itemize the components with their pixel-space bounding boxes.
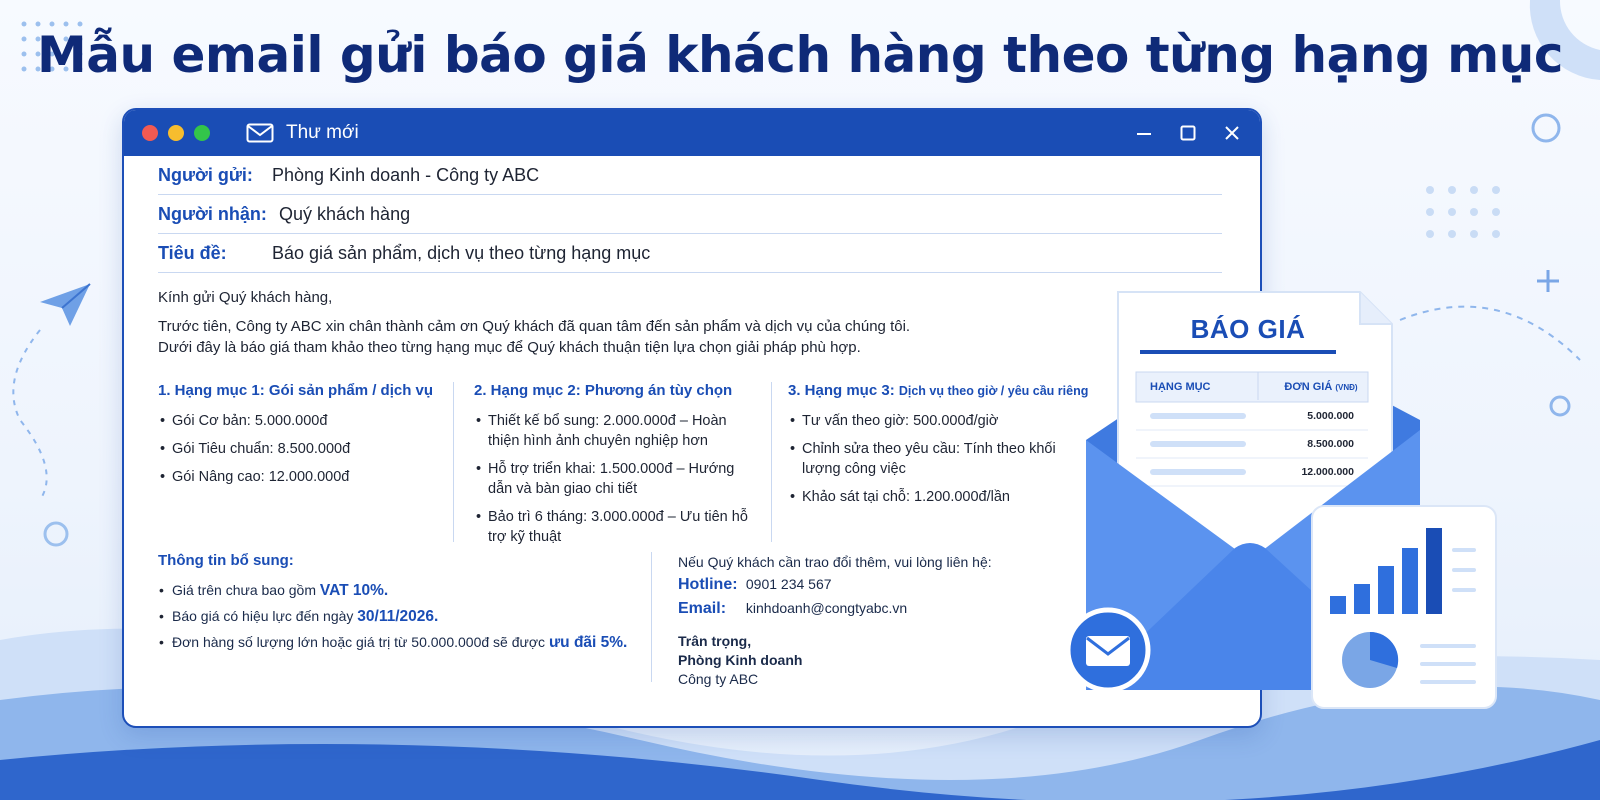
email-label: Email: [678, 600, 727, 617]
table-row: 5.000.000 [1136, 402, 1368, 430]
mail-badge-icon [1068, 610, 1148, 690]
list-item: • Gói Tiêu chuẩn: 8.500.000đ [158, 439, 443, 459]
maximize-icon[interactable] [1178, 123, 1198, 143]
category-3 [772, 382, 1092, 542]
quote-doc-header: HẠNG MỤC ĐƠN GIÁ (VNĐ) [1150, 381, 1358, 393]
paper-plane-icon [40, 284, 90, 326]
list-item: • Khảo sát tại chỗ: 1.200.000đ/lần [788, 487, 1092, 507]
list-item: • Tư vấn theo giờ: 500.000đ/giờ [788, 411, 1092, 431]
sign-department: Phòng Kinh doanh [678, 652, 803, 668]
table-row: 8.500.000 [1136, 430, 1368, 458]
list-item: • Đơn hàng số lượng lớn hoặc giá trị từ 50.000.000đ sẽ được ưu đãi 5%. [158, 633, 651, 652]
subject-value: Báo giá sản phẩm, dịch vụ theo từng hạng mục [272, 242, 651, 263]
sign-closing: Trân trọng, [678, 633, 752, 649]
recipient-value: Quý khách hàng [279, 203, 411, 224]
email-row [678, 600, 992, 618]
list-item: • Hỗ trợ triển khai: 1.500.000đ – Hướng dẫn và bàn giao chi tiết [474, 459, 761, 499]
list-item: • Giá trên chưa bao gồm VAT 10%. [158, 581, 651, 600]
window-maximize-dot[interactable] [194, 125, 210, 141]
close-icon[interactable] [1222, 123, 1242, 143]
window-close-dot[interactable] [142, 125, 158, 141]
category-1-title: 1. Hạng mục 1: Gói sản phẩm / dịch vụ [158, 382, 434, 399]
intro-line-2: Dưới đây là báo giá tham khảo theo từng hạng mục để Quý khách thuận tiện lựa chọn giải pháp phù hợp. [158, 339, 861, 356]
quote-doc-title: BÁO GIÁ [1190, 314, 1306, 344]
category-2 [454, 382, 772, 545]
table-row: 12.000.000 [1136, 458, 1368, 486]
greeting: Kính gửi Quý khách hàng, [158, 289, 333, 306]
recipient-row[interactable] [158, 195, 1222, 234]
list-item: • Thiết kế bổ sung: 2.000.000đ – Hoàn thiện hình ảnh chuyên nghiệp hơn [474, 411, 761, 451]
window-titlebar [124, 110, 1260, 156]
subject-row[interactable] [158, 234, 1222, 273]
vat-highlight: VAT 10%. [319, 582, 389, 599]
quote-doc-table [1136, 372, 1368, 486]
minimize-icon[interactable] [1134, 123, 1154, 143]
category-2-title: 2. Hạng mục 2: Phương án tùy chọn [474, 382, 733, 399]
window-minimize-dot[interactable] [168, 125, 184, 141]
extra-info [158, 552, 652, 682]
contact-intro: Nếu Quý khách cần trao đổi thêm, vui lòng liên hệ: [678, 554, 992, 570]
recipient-label: Người nhận: [158, 203, 267, 224]
sender-value: Phòng Kinh doanh - Công ty ABC [272, 164, 540, 185]
page-headline: Mẫu email gửi báo giá khách hàng theo từng hạng mục [36, 26, 1563, 84]
list-item: • Báo giá có hiệu lực đến ngày 30/11/2026. [158, 607, 651, 626]
list-item: • Gói Nâng cao: 12.000.000đ [158, 467, 443, 487]
list-item: • Bảo trì 6 tháng: 3.000.000đ – Ưu tiên hỗ trợ kỹ thuật [474, 507, 761, 547]
contact-info [652, 552, 992, 689]
dot-grid-right [1426, 186, 1500, 238]
extra-info-title: Thông tin bổ sung: [158, 552, 294, 569]
signature [678, 632, 992, 689]
list-item: • Gói Cơ bản: 5.000.000đ [158, 411, 443, 431]
valid-date-highlight: 30/11/2026. [357, 608, 439, 625]
hotline-row [678, 576, 992, 594]
category-3-title: 3. Hạng mục 3: Dịch vụ theo giờ / yêu cầu riêng [788, 382, 1089, 399]
hotline-value[interactable]: 0901 234 567 [745, 576, 832, 592]
subject-label: Tiêu đề: [158, 242, 227, 263]
discount-highlight: ưu đãi 5%. [548, 634, 628, 651]
intro-line-1: Trước tiên, Công ty ABC xin chân thành cảm ơn Quý khách đã quan tâm đến sản phẩm và dịch vụ của chúng tôi. [158, 318, 911, 335]
sender-row[interactable] [158, 156, 1222, 195]
chart-card [1312, 506, 1496, 708]
window-title: Thư mới [286, 122, 359, 143]
hotline-label: Hotline: [678, 576, 738, 593]
sender-label: Người gửi: [158, 164, 253, 185]
sign-company: Công ty ABC [678, 671, 759, 687]
mail-icon [246, 123, 274, 143]
category-1 [158, 382, 454, 542]
quote-illustration [1060, 280, 1580, 720]
email-link[interactable]: kinhdoanh@congtyabc.vn [745, 600, 908, 616]
list-item: • Chỉnh sửa theo yêu cầu: Tính theo khối lượng công việc [788, 439, 1092, 479]
